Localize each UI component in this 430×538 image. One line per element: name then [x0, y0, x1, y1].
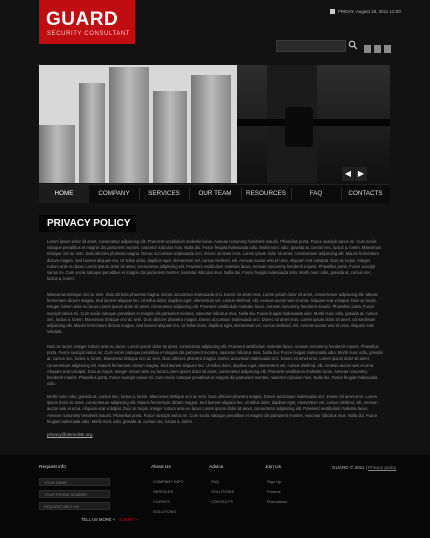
about-us-heading: About Us — [151, 465, 171, 470]
main-nav — [39, 184, 390, 203]
building-graphic — [39, 125, 75, 183]
body-paragraph: Lorem ipsum dolor sit amet, consectetur adipiscing elit. Praesent vestibulum molestie lacus. Aenean nonummy hendrerit mauris. Phasellus porta. Fusce suscipit varius mi. Cum sociis natoque penatibus et magnis dis parturient montes, nascetur ridiculus mus. Nulla dui. Fusce feugiat malesuada odio. Morbi nunc odio, gravida at, cursus nec, luctus a, lorem. Maecenas tristique orci ac sem. Duis ultricies pharetra magna. Donec accumsan malesuada orci. Donec sit amet eros. Lorem ipsum dolor sit amet, consectetuer adipiscing elit. Mauris fermentum dictum magna. Sed laoreet aliquam leo. Ut tellus dolor, dapibus eget, elementum vel, cursus eleifend, elit. Aenean auctor wisi et urna. Aliquam erat volutpat. Duis ac turpis. Integer rutrum ante eu lacus Lorem ipsum dolor sit amet, consectetur adipiscing elit. Praesent vestibulum molestie lacus. Aenean nonummy hendrerit mauris. Phasellus porta. Fusce suscipit varius mi. Cum sociis natoque penatibus et magnis dis parturient montes, nascetur ridiculus mus. Nulla dui. Fusce feugiat malesuada odio. Morbi nunc odio, gravida at, cursus nec, luctus a, lorem. — [47, 239, 381, 282]
privacy-policy-link[interactable]: Privacy policy — [368, 465, 397, 470]
nav-services[interactable]: SERVICES — [148, 190, 180, 197]
slider-controls — [341, 163, 367, 181]
next-arrow-icon[interactable]: ▶ — [355, 167, 367, 181]
building-graphic — [191, 75, 231, 183]
date-text: FRIDAY, August 18, 2011 12:00 — [338, 9, 401, 14]
copyright — [332, 465, 396, 470]
footer-link-solutions[interactable]: SOLUTIONS — [153, 509, 177, 514]
join-us-heading: Join Us — [265, 465, 281, 470]
nav-our-team[interactable]: OUR TEAM — [198, 190, 232, 197]
footer-link-contacts[interactable]: CONTACTS — [211, 499, 233, 504]
nav-contacts[interactable]: CONTACTS — [348, 190, 383, 197]
logo-subtitle: SECURITY CONSULTANT — [47, 31, 131, 37]
search-input[interactable] — [276, 40, 346, 52]
building-graphic — [153, 91, 187, 183]
footer-link-advice-solutions[interactable]: SOLUTIONS — [211, 489, 235, 494]
footer-link-services[interactable]: SERVICES — [153, 489, 174, 494]
banner-image — [39, 65, 390, 183]
officer-belt — [237, 119, 390, 126]
logo-name: GUARD — [46, 9, 119, 30]
building-graphic — [79, 83, 105, 183]
footer-link-sign-up[interactable]: Sign Up — [267, 479, 282, 484]
phone-field[interactable]: YOUR PHONE NUMBER — [39, 490, 110, 498]
calendar-icon — [330, 9, 335, 14]
footer-link-forums[interactable]: Forums — [267, 489, 281, 494]
search-icon[interactable] — [348, 40, 358, 50]
nav-company[interactable]: COMPANY — [98, 190, 130, 197]
body-paragraph: Maecenas tristique orci ac sem. Duis ultricies pharetra magna. Donec accumsan malesuada orci. Donec sit amet eros. Lorem ipsum dolor sit amet, consectetuer adipiscing elit. Mauris fermentum dictum magna. Sed laoreet aliquam leo. Ut tellus dolor, dapibus eget, elementum vel, cursus eleifend, elit. Aenean auctor wisi et urna. Aliquam erat volutpat. Duis ac turpis. Integer rutrum ante eu lacus Lorem ipsum dolor sit amet, consectetur adipiscing elit. Praesent vestibulum molestie lacus. Aenean nonummy hendrerit mauris. Phasellus porta. Fusce suscipit varius mi. Cum sociis natoque penatibus et magnis dis parturient montes, nascetur ridiculus mus. Nulla dui. Fusce feugiat malesuada odio. Morbi nunc odio, gravida at, cursus nec, luctus a, lorem. Maecenas tristique orci ac sem. Duis ultricies pharetra magna. Donec accumsan malesuada orci. Donec sit amet eros. Lorem ipsum dolor sit amet, consectetuer adipiscing elit. Mauris fermentum dictum magna. Sed laoreet aliquam leo. Ut tellus dolor, dapibus eget, elementum vel, cursus eleifend, elit. Aenean auctor wisi et urna. Aliquam erat volutpat. — [47, 292, 379, 335]
logo[interactable] — [39, 0, 135, 44]
footer-link-promotions[interactable]: Promotions — [267, 499, 288, 504]
privacy-email-link[interactable]: privacy@demolink.org — [47, 432, 93, 437]
officer-holster — [285, 107, 313, 147]
request-info-select[interactable]: REQUEST INFO ON — [39, 502, 110, 510]
date-display — [330, 9, 401, 14]
copyright-text: GUARD © 2011 | — [332, 465, 367, 470]
advice-heading: Advice — [209, 465, 224, 470]
officer-graphic — [237, 65, 390, 183]
footer-link-faq[interactable]: FAQ — [211, 479, 220, 484]
submit-link[interactable]: SUBMIT + — [119, 517, 139, 522]
building-graphic — [109, 67, 149, 183]
footer-link-company-info[interactable]: COMPANY INFO — [153, 479, 184, 484]
prev-arrow-icon[interactable]: ◀ — [342, 167, 354, 181]
page-title: PRIVACY POLICY — [39, 215, 136, 232]
home-icon[interactable] — [364, 45, 371, 53]
nav-home[interactable]: HOME — [39, 185, 89, 203]
sitemap-icon[interactable] — [384, 45, 391, 53]
body-paragraph: Duis ac turpis. Integer rutrum ante eu lacus. Lorem ipsum dolor sit amet, consectetur adipiscing elit. Praesent vestibulum molestie lacus. Aenean nonummy hendrerit mauris. Phasellus porta. Fusce suscipit varius mi. Cum sociis natoque penatibus et magnis dis parturient montes, nascetur ridiculus mus. Nulla dui. Fusce feugiat malesuada odio. Morbi nunc odio, gravida at, cursus nec, luctus a, lorem. Maecenas tristique orci ac sem. Duis ultricies pharetra magna. Donec accumsan malesuada orci. Donec sit amet eros. Lorem ipsum dolor sit amet, consectetuer adipiscing elit. Mauris fermentum dictum magna. Sed laoreet aliquam leo. Ut tellus dolor, dapibus eget, elementum vel, cursus eleifend, elit. Aenean auctor wisi et urna. Aliquam erat volutpat. Duis ac turpis. Integer rutrum ante eu lacus Lorem ipsum dolor sit amet, consectetur adipiscing elit. Praesent vestibulum molestie lacus. Aenean nonummy hendrerit mauris. Phasellus porta. Fusce suscipit varius mi. Cum sociis natoque penatibus et magnis dis parturient montes, nascetur ridiculus mus. Nulla dui. Fusce feugiat malesuada odio. — [47, 344, 383, 387]
nav-faq[interactable]: FAQ — [309, 190, 323, 197]
request-info-heading: Request info — [39, 465, 66, 470]
header-icons — [364, 40, 394, 50]
name-field[interactable]: YOUR NAME — [39, 478, 110, 486]
tell-us-more-link[interactable]: TELL US MORE + — [81, 517, 116, 522]
nav-resources[interactable]: RESOURCES — [246, 190, 286, 197]
mail-icon[interactable] — [374, 45, 381, 53]
body-paragraph: Morbi nunc odio, gravida at, cursus nec, luctus a, lorem. Maecenas tristique orci ac sem. Duis ultricies pharetra magna. Donec accumsan malesuada orci. Donec sit amet eros. Lorem ipsum dolor sit amet, consectetuer adipiscing elit. Mauris fermentum dictum magna. Sed laoreet aliquam leo. Ut tellus dolor, dapibus eget, elementum vel, cursus eleifend, elit. Aenean auctor wisi et urna. Aliquam erat volutpat. Duis ac turpis. Integer rutrum ante eu lacus Lorem ipsum dolor sit amet, consectetur adipiscing elit. Praesent vestibulum molestie lacus. Aenean nonummy hendrerit mauris. Phasellus porta. Fusce suscipit varius mi. Cum sociis natoque penatibus et magnis dis parturient montes, nascetur ridiculus mus. Nulla dui. Fusce feugiat malesuada odio. Morbi nunc odio, gravida at, cursus nec, luctus a, lorem. — [47, 394, 378, 424]
footer-link-clients[interactable]: CLIENTS — [153, 499, 170, 504]
